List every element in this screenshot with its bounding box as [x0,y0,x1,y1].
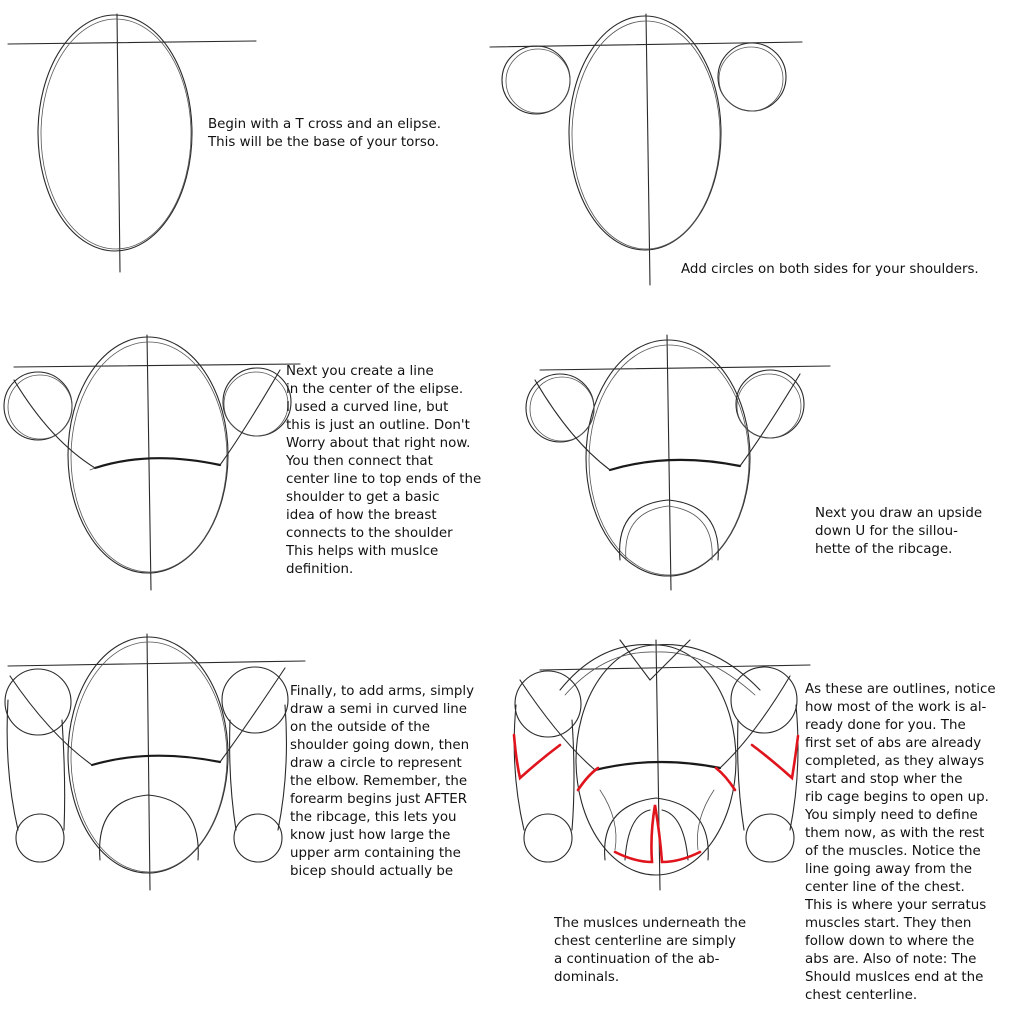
caption-step-5: Finally, to add arms, simply draw a semi in curved line on the outside of the shoulder going down, then draw a circle to represent the elbow. Remember, the forearm begins just AFTER the ribcage, this lets you know just how large the upper arm containing the bicep should actually be [290,684,475,879]
ab-left-line [578,768,598,790]
caption-step-4: Next you draw an upside down U for the sillou- hette of the ribcage. [815,506,983,557]
sketch-step-4-torso-icon [526,335,830,590]
caption-step-2: Add circles on both sides for your shoulders. [681,262,979,277]
serratus-left-line [514,735,560,778]
sketch-step-6-torso-icon [514,640,810,890]
sketch-step-2-torso-icon [490,14,802,285]
serratus-right-line [752,736,798,778]
caption-step-6: As these are outlines, notice how most of the work is al- ready done for you. The first set of abs are already completed, as they always start and stop wher the rib cage begins to open up. You simply need to define them now, as with the rest of the muscles. Notice the line going away from the center line of the chest. This is where your serratus muscles start. They then follow down to where the abs are. Also of note: The Should muslces end at the chest centerline. [805,682,996,1003]
ab-right-line [716,768,735,790]
caption-step-1: Begin with a T cross and an elipse. This will be the base of your torso. [208,117,441,150]
sketch-step-3-torso-icon [4,335,300,590]
caption-step-3: Next you create a line in the center of the elipse. I used a curved line, but this is just an outline. Don't Worry about that right now. You then connect that center line to top ends of the shoulder to get a basic idea of how the breast connects to the shoulder This helps with muslce definition. [286,364,482,577]
sketch-step-5-torso-icon [5,634,305,890]
caption-step-7: The muslces underneath the chest centerline are simply a continuation of the ab- dominals. [554,916,747,985]
